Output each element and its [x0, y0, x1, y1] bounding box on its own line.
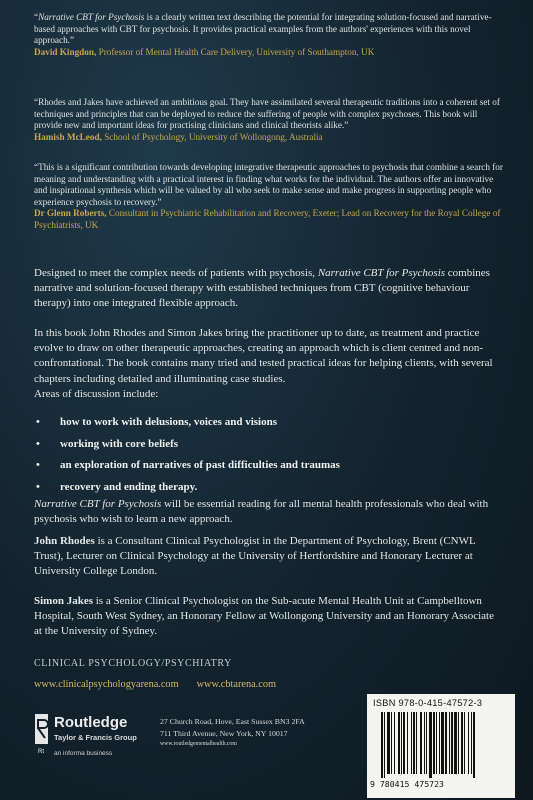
barcode-bar [403, 712, 405, 774]
list-item: • recovery and ending therapy. [34, 477, 504, 499]
website-link[interactable]: www.clinicalpsychologyarena.com [34, 679, 179, 690]
barcode-bar [471, 712, 472, 774]
barcode-bar [445, 712, 447, 774]
category-label: CLINICAL PSYCHOLOGY/PSYCHIATRY [34, 658, 232, 669]
barcode-bar [424, 712, 425, 774]
author-bio-1: John Rhodes is a Consultant Clinical Psychologist in the Department of Psychology, Brent (CNWL Trust), Lecturer on Clinical Psychology at the University of Hertfordshire and Honorary Lecturer at University College London. [34, 535, 476, 578]
endorsement-source: Hamish McLeod, School of Psychology, University of Wollongong, Australia [34, 131, 323, 142]
description-paragraph-3: Narrative CBT for Psychosis will be essential reading for all mental health professionals who deal with psychosis who wish to learn a new approach. [34, 498, 489, 526]
publisher-address: 27 Church Road, Hove, East Sussex BN3 2FA 711 Third Avenue, New York, NY 10017 www.routledgementalhealth.com [160, 716, 305, 751]
author-name: John Rhodes [34, 535, 95, 547]
barcode-icon [381, 712, 509, 778]
barcode-bar [436, 712, 437, 774]
barcode-bar [468, 712, 469, 774]
barcode-bar [441, 712, 444, 774]
barcode-bar [433, 712, 435, 774]
barcode-bar [407, 712, 408, 774]
bullet: • [36, 437, 40, 450]
barcode-bar [451, 712, 453, 774]
endorsement-source: David Kingdon, Professor of Mental Health Care Delivery, University of Southampton, UK [34, 46, 375, 57]
list-item: • working with core beliefs [34, 434, 504, 456]
barcode-bar [398, 712, 400, 774]
list-item: • an exploration of narratives of past difficulties and traumas [34, 455, 504, 477]
endorsement-quote: “Rhodes and Jakes have achieved an ambitious goal. They have assimilated several therapeutic traditions into a coherent set of techniques and principles that can be deployed to reduce the suffering of people with complex psychoses. This book will provide new and important ideas for practising clinicians and clinical theorists alike.” [34, 97, 500, 131]
barcode-bar [458, 712, 459, 774]
barcode-bar [394, 712, 395, 774]
areas-list [34, 412, 504, 498]
publisher-group: Taylor & Francis Group [54, 733, 137, 742]
barcode-bar [387, 712, 390, 774]
list-item: • how to work with delusions, voices and visions [34, 412, 504, 434]
barcode-bar [413, 712, 415, 774]
svg-text:Rt: Rt [38, 749, 44, 755]
barcode-bar [401, 712, 402, 774]
barcode-bar [416, 712, 417, 774]
publisher-tagline: an informa business [54, 750, 113, 757]
endorsement-3 [34, 162, 504, 232]
website-link[interactable]: www.cbtarena.com [196, 679, 276, 690]
publisher-name: Routledge [54, 714, 128, 731]
barcode-bar [454, 712, 457, 774]
isbn-label: ISBN 978-0-415-47572-3 [373, 698, 483, 708]
barcode-bar [429, 712, 432, 778]
endorsement-2 [34, 97, 504, 143]
endorsement-quote: “This is a significant contribution towards developing integrative therapeutic approaches to psychosis that combine a search for meaning and understanding with a practical interest in finding what works for the individual. The authors offer an innovative and inspirational synthesis which will be valued by all who seek to make sense and make progress in supporting people who experience psychosis to recovery.” [34, 162, 503, 207]
author-bio-2: Simon Jakes is a Senior Clinical Psychologist on the Sub-acute Mental Health Unit at Campbelltown Hospital, South West Sydney, an Honorary Fellow at Wollongong University and an Honorary Associate at the University of Sydney. [34, 595, 494, 638]
barcode-bar [384, 712, 385, 778]
barcode-bar [381, 712, 383, 778]
publisher-logo [34, 712, 154, 764]
bullet: • [36, 480, 40, 493]
bullet: • [36, 459, 40, 471]
description-paragraph-1: Designed to meet the complex needs of patients with psychosis, Narrative CBT for Psychosis combines narrative and solution-focused therapy with established techniques from CBT (cognitive behaviour therapy) into one integrated flexible approach. [34, 267, 490, 310]
barcode-bar [426, 712, 427, 774]
endorsement-quote: “Narrative CBT for Psychosis is a clearly written text describing the potential for integrating solution-focused and narrative-based approaches with CBT for psychosis. It provides practical examples from the authors' experiences with this novel approach.” [34, 12, 492, 46]
barcode-bar [464, 712, 465, 774]
barcode-bar [420, 712, 422, 774]
areas-intro: Areas of discussion include: [34, 387, 159, 400]
isbn-digits: 9 780415 475723 [370, 779, 444, 789]
endorsement-1 [34, 12, 504, 58]
barcode-bar [473, 712, 475, 778]
barcode-bar [391, 712, 392, 774]
bullet: • [36, 416, 40, 428]
author-name: Simon Jakes [34, 595, 93, 607]
publisher-website[interactable]: www.routledgementalhealth.com [160, 741, 237, 748]
websites [34, 674, 504, 692]
endorsement-source: Dr Glenn Roberts, Consultant in Psychiatric Rehabilitation and Recovery, Exeter; Lead on Recovery for the Royal College of Psychiatrists, UK [34, 208, 501, 230]
isbn-barcode [367, 694, 515, 798]
barcode-bar [439, 712, 440, 774]
barcode-bar [461, 712, 463, 774]
barcode-bar [449, 712, 450, 774]
description-paragraph-2: In this book John Rhodes and Simon Jakes bring the practitioner up to date, as treatment and practice evolve to draw on other therapeutic approaches, creating an approach which is client centred and non-confrontational. The book contains many tried and tested practical ideas for helping clients, with several chapters including detailed and illuminating case studies. Areas of discussion include: [34, 326, 504, 402]
barcode-bar [411, 712, 412, 774]
